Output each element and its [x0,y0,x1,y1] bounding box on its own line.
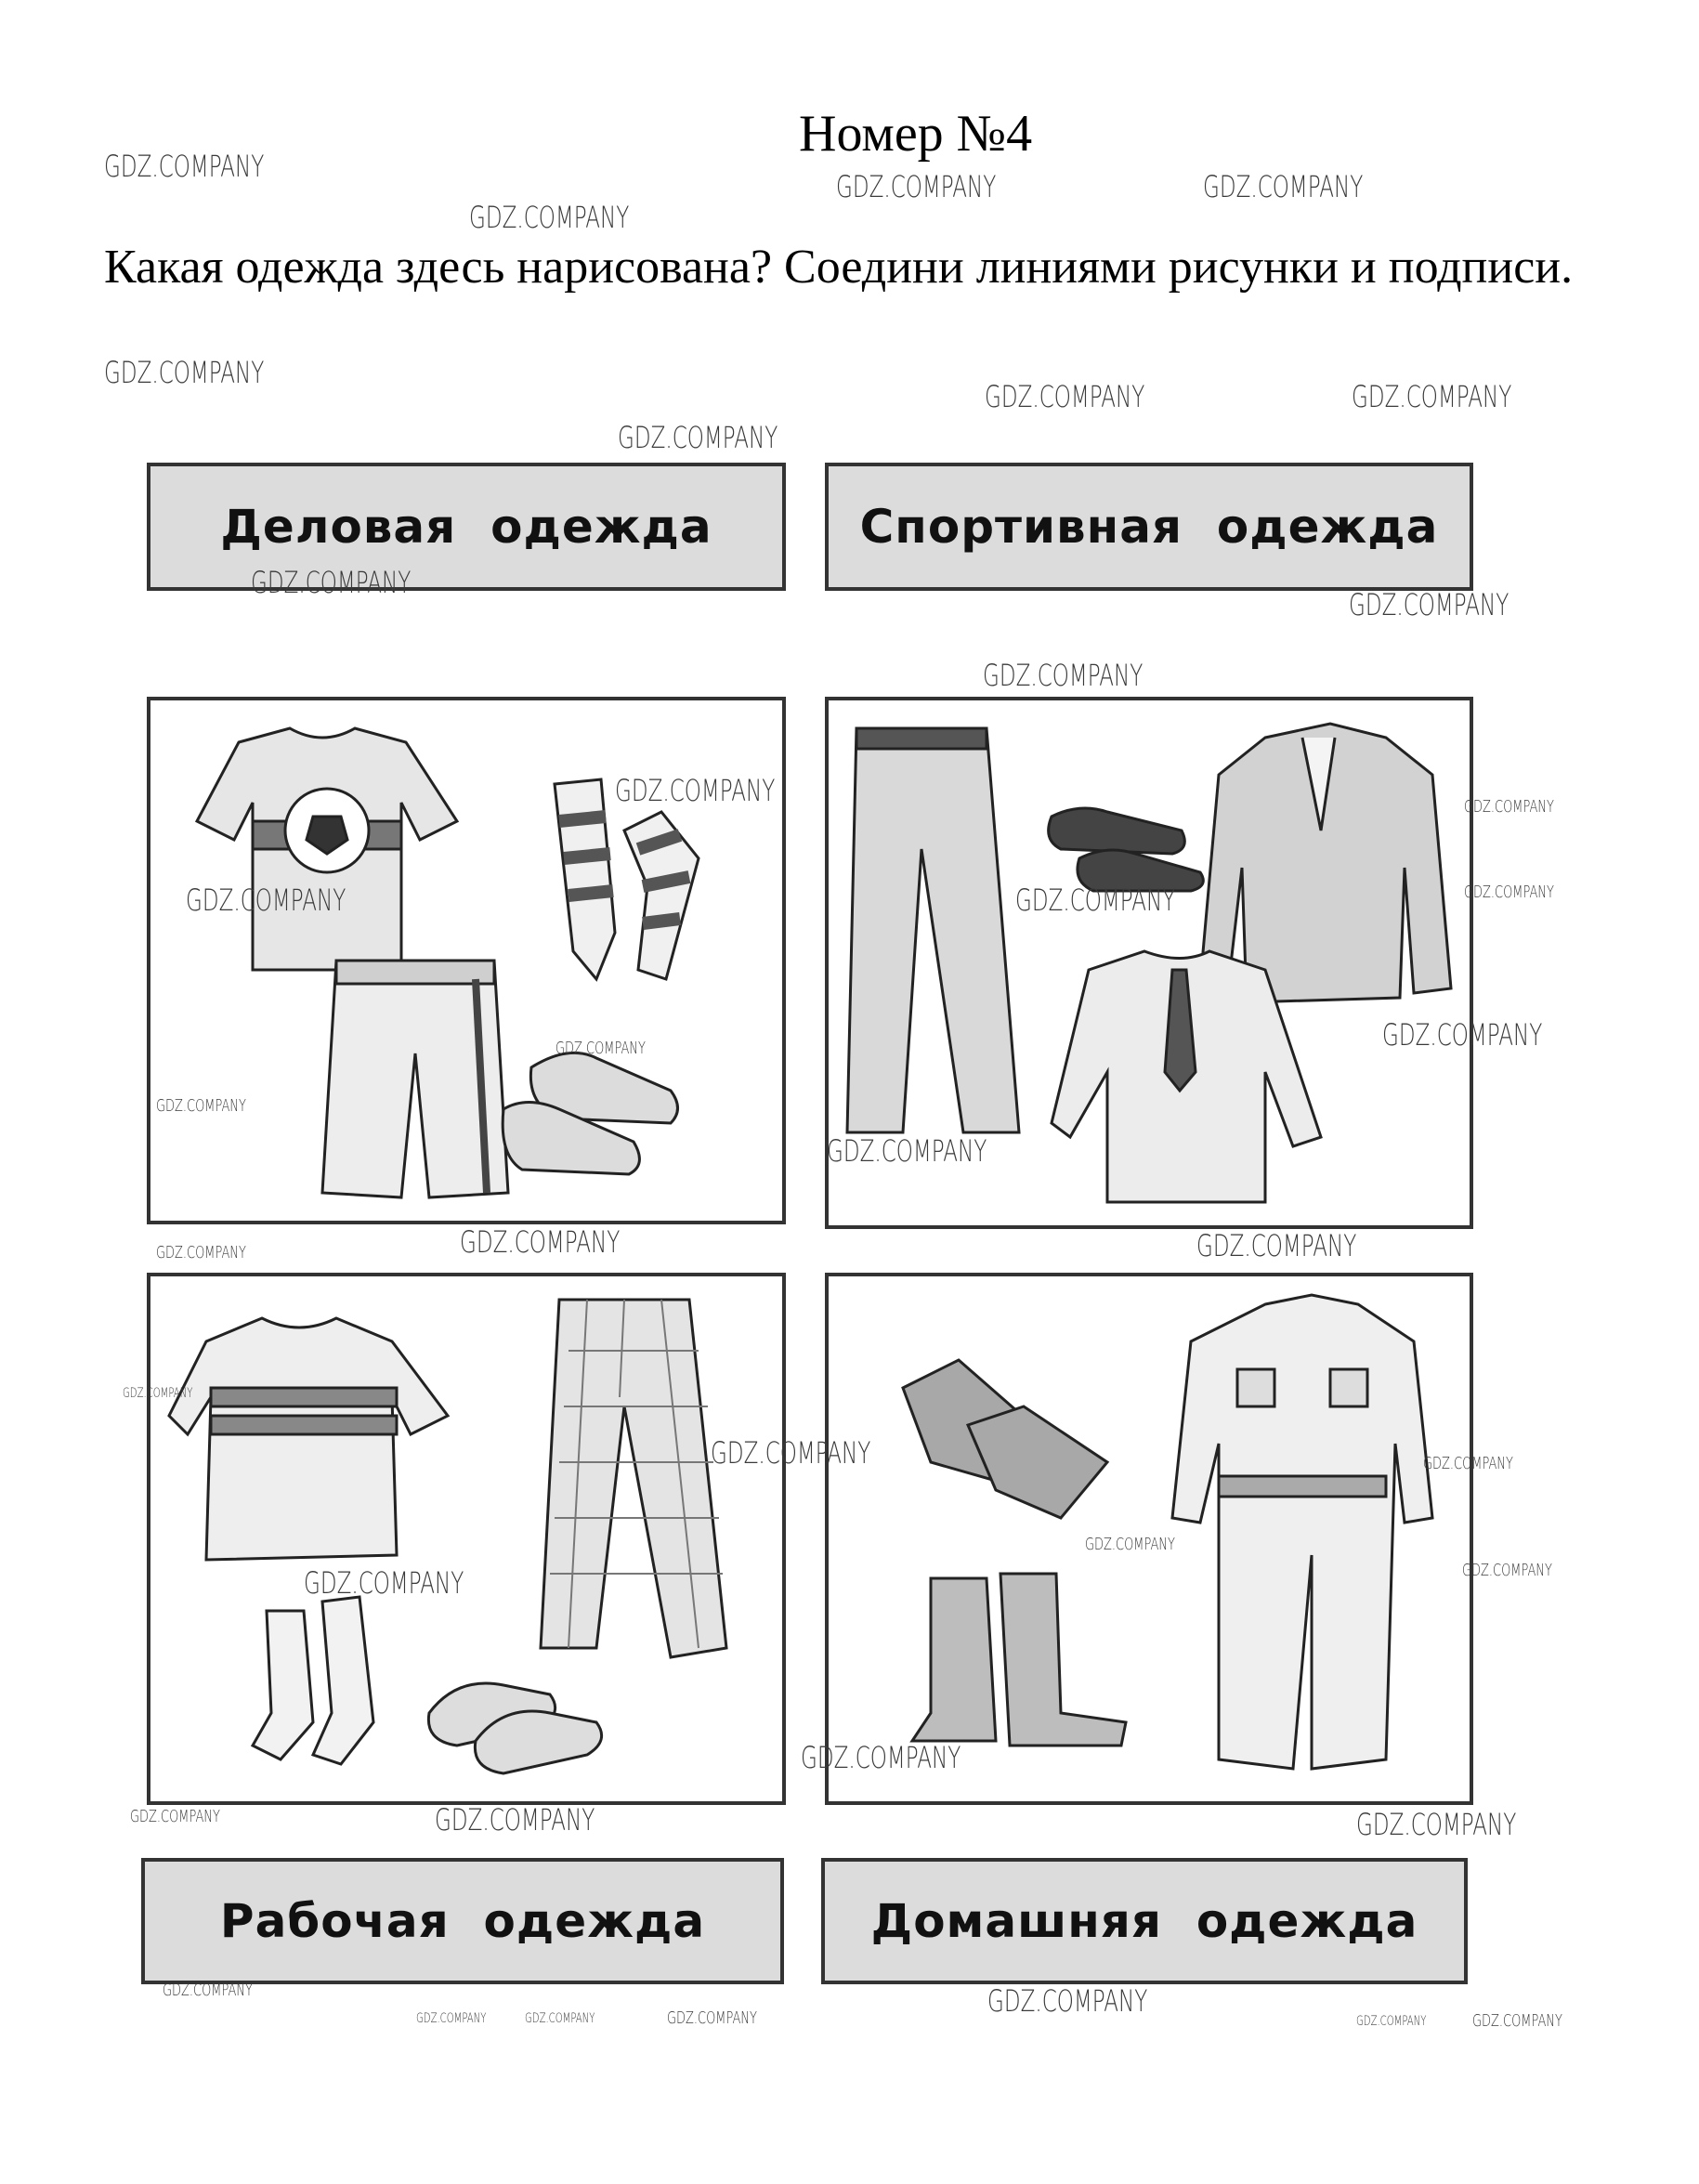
watermark: GDZ.COMPANY [186,883,346,918]
tshirt-icon [169,1318,448,1560]
watermark: GDZ.COMPANY [156,1243,246,1262]
football-tshirt-icon [197,728,457,970]
watermark: GDZ.COMPANY [983,658,1144,693]
watermark: GDZ.COMPANY [987,1983,1148,2019]
watermark: GDZ.COMPANY [130,1807,220,1826]
watermark: GDZ.COMPANY [156,1096,246,1116]
shorts-icon [322,961,508,1197]
watermark: GDZ.COMPANY [104,355,265,390]
watermark: GDZ.COMPANY [985,379,1145,414]
watermark: GDZ.COMPANY [711,1435,871,1471]
trousers-icon [847,728,1019,1132]
watermark: GDZ.COMPANY [1423,1454,1513,1473]
checkered-pants-icon [541,1300,726,1657]
watermark: GDZ.COMPANY [1085,1535,1175,1554]
socks-icon [253,1597,373,1764]
watermark: GDZ.COMPANY [525,2011,595,2026]
striped-socks-icon [555,779,699,979]
watermark: GDZ.COMPANY [1472,2011,1562,2031]
watermark: GDZ.COMPANY [163,1981,253,2000]
watermark: GDZ.COMPANY [801,1740,961,1775]
label-sport-clothes[interactable]: Спортивная одежда [825,463,1473,591]
watermark: GDZ.COMPANY [1203,169,1364,204]
watermark: GDZ.COMPANY [416,2011,487,2026]
watermark: GDZ.COMPANY [1464,797,1554,817]
label-business-clothes[interactable]: Деловая одежда [147,463,786,591]
watermark: GDZ.COMPANY [1356,2014,1427,2029]
overalls-icon [1172,1295,1432,1769]
page-title: Номер №4 [799,105,1033,163]
watermark: GDZ.COMPANY [460,1224,621,1260]
watermark: GDZ.COMPANY [618,420,778,455]
watermark: GDZ.COMPANY [1015,883,1176,918]
watermark: GDZ.COMPANY [1356,1807,1517,1842]
watermark: GDZ.COMPANY [615,773,776,808]
watermark: GDZ.COMPANY [1382,1017,1543,1053]
watermark: GDZ.COMPANY [104,149,265,184]
task-text: Какая одежда здесь нарисована? Соедини линиями рисунки и подписи. [104,241,1574,294]
watermark: GDZ.COMPANY [123,1386,193,1401]
watermark: GDZ.COMPANY [1349,587,1509,622]
watermark: GDZ.COMPANY [836,169,997,204]
watermark: GDZ.COMPANY [1462,1561,1552,1580]
watermark: GDZ.COMPANY [251,565,412,600]
sneakers-icon [503,1053,677,1174]
watermark: GDZ.COMPANY [435,1802,595,1837]
rubber-boots-icon [912,1574,1126,1746]
watermark: GDZ.COMPANY [827,1133,987,1169]
panel-home-items[interactable] [147,1273,786,1805]
home-items-illustration [150,1276,782,1801]
watermark: GDZ.COMPANY [304,1565,464,1601]
dress-shoes-icon [1049,808,1204,891]
slippers-icon [428,1683,601,1773]
watermark: GDZ.COMPANY [1464,883,1554,902]
gloves-icon [903,1360,1107,1518]
label-work-clothes[interactable]: Рабочая одежда [141,1858,784,1984]
watermark: GDZ.COMPANY [469,200,630,235]
watermark: GDZ.COMPANY [555,1039,646,1058]
watermark: GDZ.COMPANY [1352,379,1512,414]
watermark: GDZ.COMPANY [667,2008,757,2028]
label-home-clothes[interactable]: Домашняя одежда [821,1858,1468,1984]
watermark: GDZ.COMPANY [1196,1228,1357,1263]
